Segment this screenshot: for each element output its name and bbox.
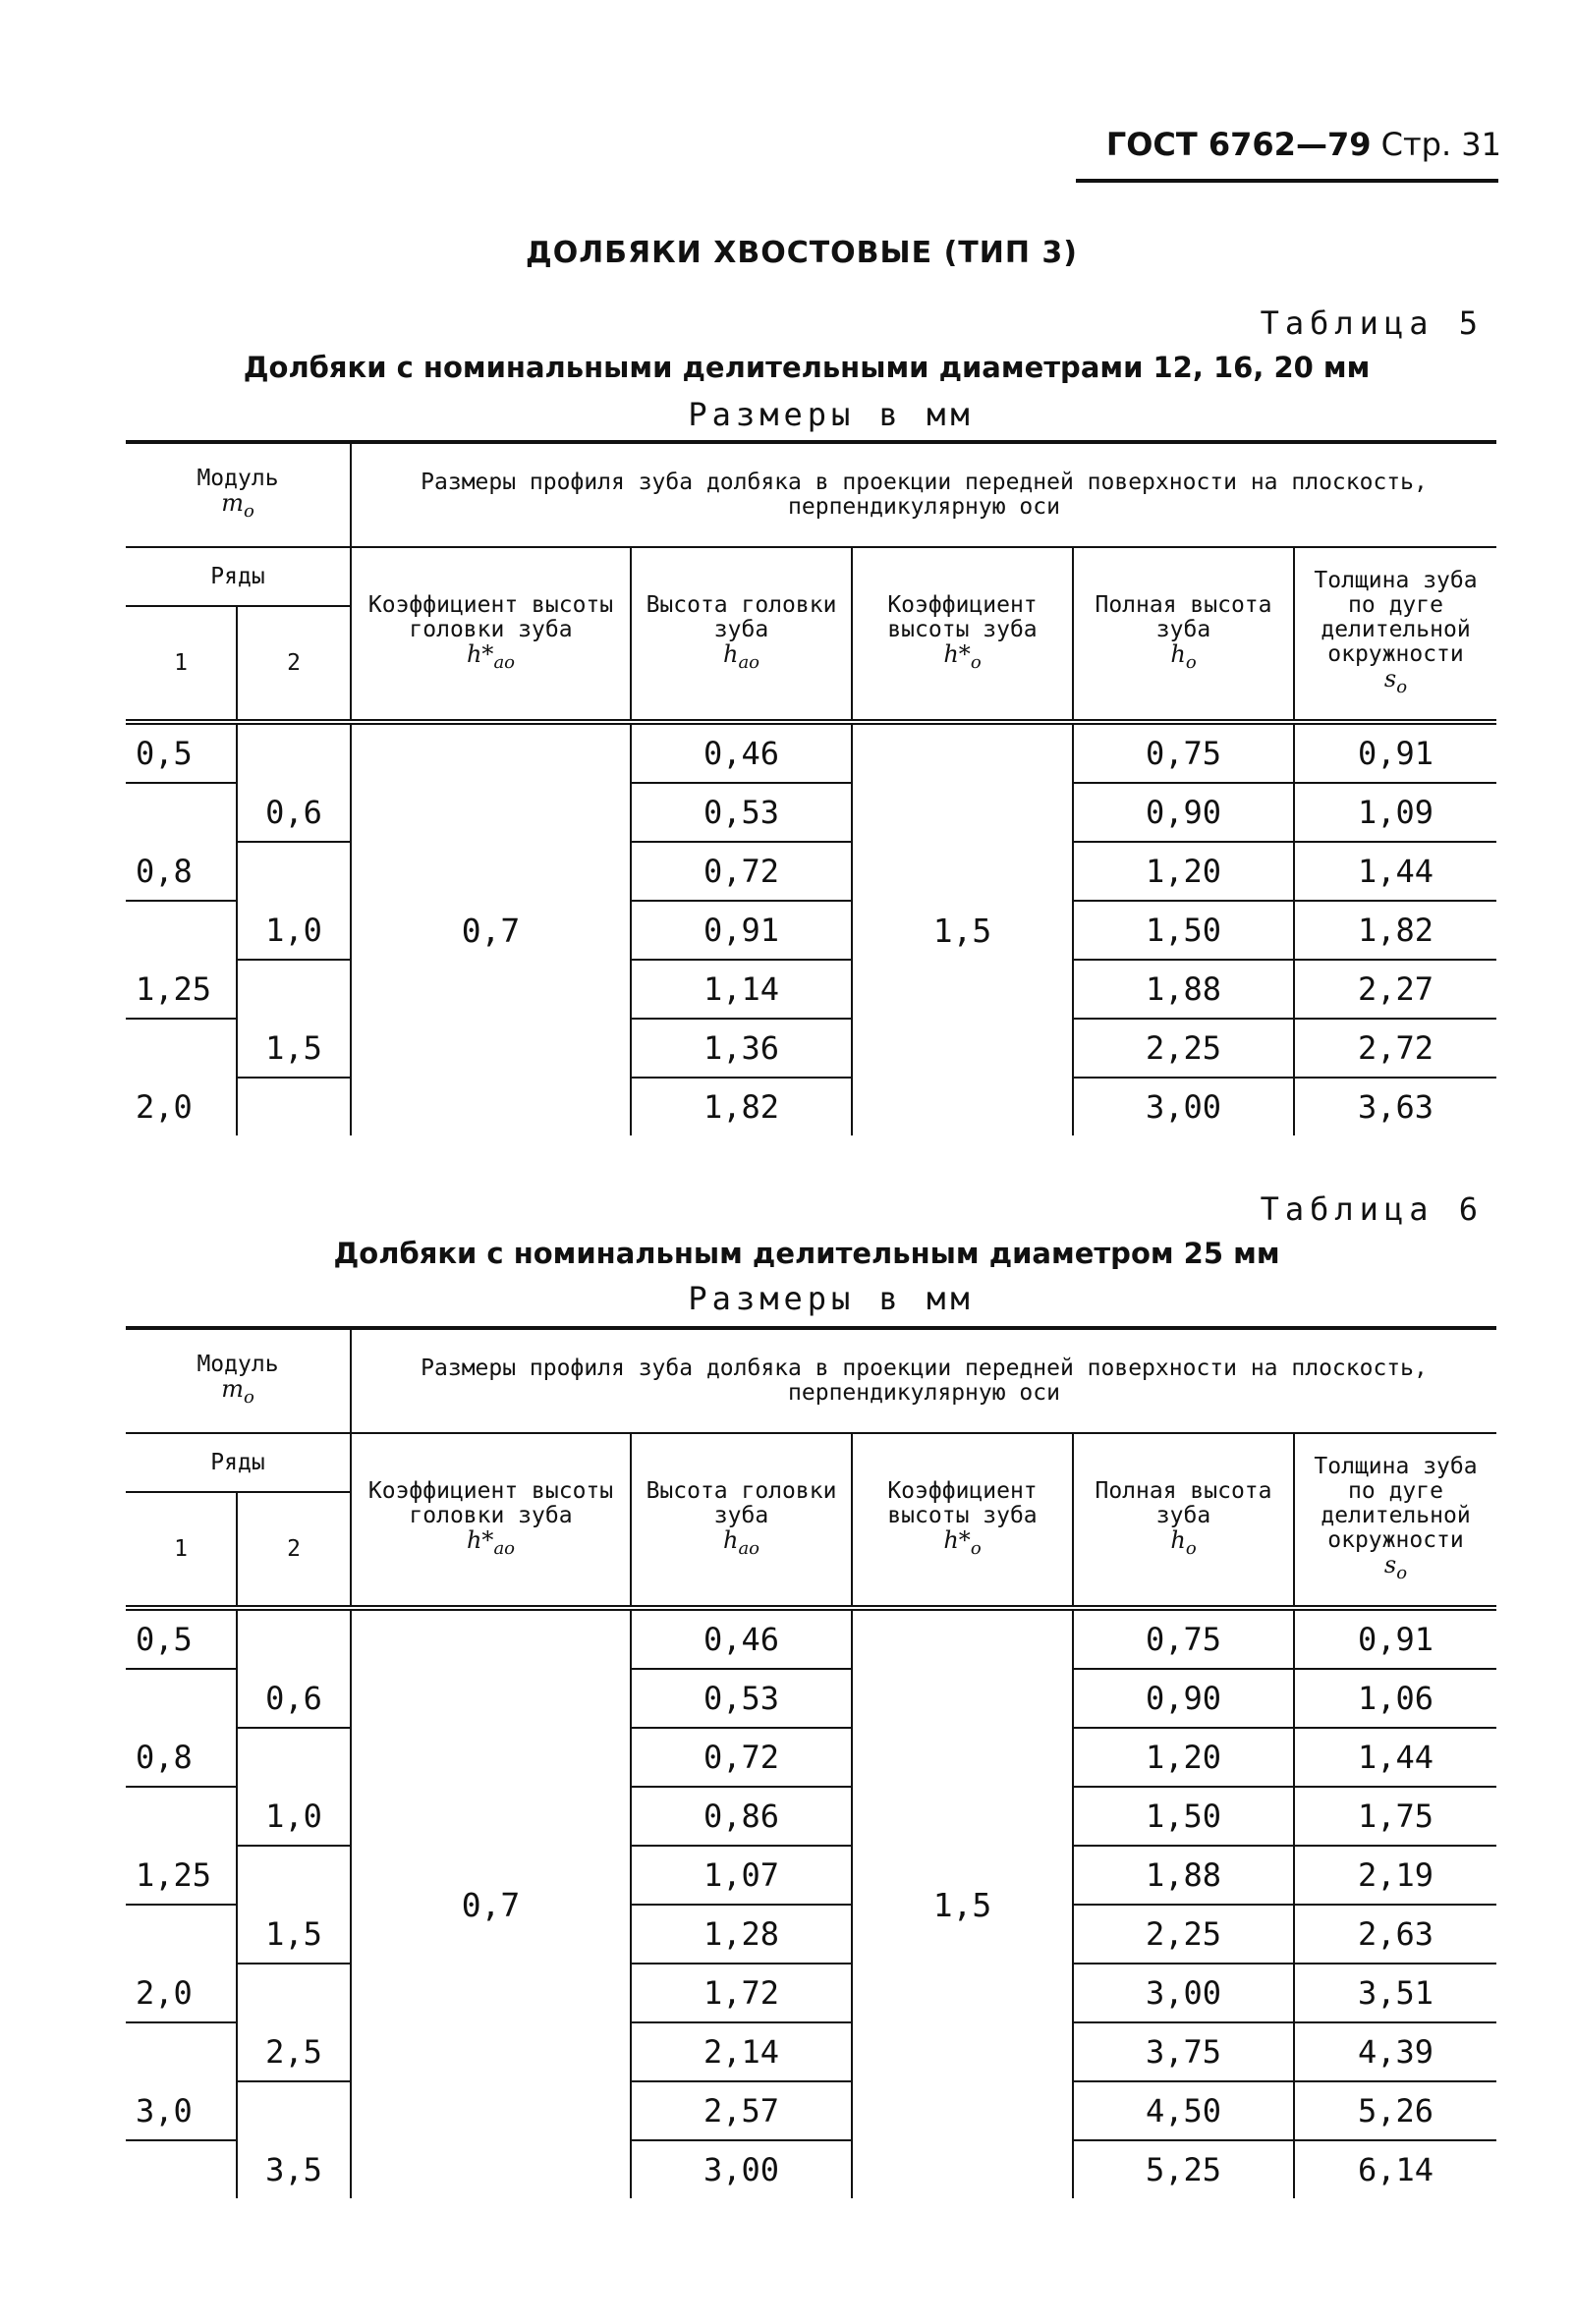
module-row2-cell: 0,6 xyxy=(237,1669,351,1728)
col-ha-coef-header: Коэффициент высоты головки зуба $h*_{ao}$ xyxy=(351,547,631,722)
col-ho-header: Полная высота зуба $h_o$ xyxy=(1073,1433,1294,1608)
so-cell: 4,39 xyxy=(1294,2022,1496,2081)
hao-cell: 1,07 xyxy=(631,1846,852,1905)
table-row xyxy=(126,1608,1496,1669)
module-row1-cell: 3,0 xyxy=(126,2081,237,2140)
ho-cell: 3,00 xyxy=(1073,1964,1294,2022)
module-row2-cell xyxy=(237,1728,351,1787)
module-row1-cell xyxy=(126,1019,237,1078)
module-row2-cell xyxy=(237,1078,351,1135)
module-row2-cell: 0,6 xyxy=(237,783,351,842)
module-row2-cell xyxy=(237,960,351,1019)
ha-coef-cell: 0,7 xyxy=(351,722,631,1135)
ho-cell: 0,90 xyxy=(1073,783,1294,842)
so-cell: 1,82 xyxy=(1294,901,1496,960)
table-row xyxy=(126,2022,1496,2081)
page-number: Стр. 31 xyxy=(1380,126,1501,163)
ho-cell: 1,88 xyxy=(1073,960,1294,1019)
so-cell: 2,19 xyxy=(1294,1846,1496,1905)
ho-cell: 3,75 xyxy=(1073,2022,1294,2081)
ho-cell: 0,90 xyxy=(1073,1669,1294,1728)
hao-cell: 0,46 xyxy=(631,1608,852,1669)
hao-cell: 0,46 xyxy=(631,722,852,783)
row2-header: 2 xyxy=(237,606,351,722)
hao-cell: 1,72 xyxy=(631,1964,852,2022)
module-label: Модуль xyxy=(197,466,279,492)
col-so-header: Толщина зуба по дуге делительной окружности $s_o$ xyxy=(1294,1433,1496,1608)
col-ha-coef-header: Коэффициент высоты головки зуба $h*_{ao}$ xyxy=(351,1433,631,1608)
so-cell: 3,51 xyxy=(1294,1964,1496,2022)
module-row2-cell xyxy=(237,842,351,901)
hao-cell: 0,86 xyxy=(631,1787,852,1846)
ho-cell: 1,50 xyxy=(1073,1787,1294,1846)
col-so-header: Толщина зуба по дуге делительной окружности $s_o$ xyxy=(1294,547,1496,722)
ho-cell: 3,00 xyxy=(1073,1078,1294,1135)
ho-cell: 1,50 xyxy=(1073,901,1294,960)
module-row1-cell: 0,5 xyxy=(126,1608,237,1669)
ho-cell: 2,25 xyxy=(1073,1019,1294,1078)
table6 xyxy=(126,1326,1496,2198)
col-ho-header: Полная высота зуба $h_o$ xyxy=(1073,547,1294,722)
hao-cell: 2,57 xyxy=(631,2081,852,2140)
module-symbol: $m_o$ xyxy=(221,1375,254,1408)
rows-header: Ряды xyxy=(126,1433,351,1492)
module-row1-cell xyxy=(126,1787,237,1846)
module-row2-cell xyxy=(237,1608,351,1669)
table-row xyxy=(126,1669,1496,1728)
ho-coef-symbol: $h*_o$ xyxy=(943,1525,982,1559)
so-cell: 6,14 xyxy=(1294,2140,1496,2198)
ho-cell: 1,88 xyxy=(1073,1846,1294,1905)
module-row2-cell xyxy=(237,1964,351,2022)
table-row xyxy=(126,2140,1496,2198)
module-row1-cell xyxy=(126,1669,237,1728)
module-row1-cell: 1,25 xyxy=(126,1846,237,1905)
module-row2-cell: 3,5 xyxy=(237,2140,351,2198)
table-row xyxy=(126,783,1496,842)
hao-cell: 0,72 xyxy=(631,842,852,901)
ho-cell: 2,25 xyxy=(1073,1905,1294,1964)
hao-cell: 1,36 xyxy=(631,1019,852,1078)
ho-cell: 4,50 xyxy=(1073,2081,1294,2140)
module-row2-cell: 2,5 xyxy=(237,2022,351,2081)
module-header xyxy=(126,444,351,547)
table6-number: Таблица 6 xyxy=(1260,1190,1484,1228)
table-row xyxy=(126,1905,1496,1964)
row1-header: 1 xyxy=(126,1492,237,1608)
module-row2-cell xyxy=(237,2081,351,2140)
table6-grid xyxy=(126,1330,1496,2198)
module-row1-cell xyxy=(126,2022,237,2081)
table5-units: Размеры в мм xyxy=(688,396,975,433)
so-cell: 3,63 xyxy=(1294,1078,1496,1135)
page-header xyxy=(1106,126,1501,163)
profile-group-header: Размеры профиля зуба долбяка в проекции передней поверхности на плоскость, перпендикулярную оси xyxy=(351,1330,1496,1433)
module-row1-cell xyxy=(126,783,237,842)
module-row1-cell: 1,25 xyxy=(126,960,237,1019)
table-row xyxy=(126,722,1496,783)
table-row xyxy=(126,901,1496,960)
table5-title: Долбяки с номинальными делительными диаметрами 12, 16, 20 мм xyxy=(243,351,1371,384)
ho-coef-cell: 1,5 xyxy=(852,722,1073,1135)
ha-coef-symbol: $h*_{ao}$ xyxy=(466,1525,516,1559)
module-row1-cell xyxy=(126,901,237,960)
module-row2-cell xyxy=(237,1846,351,1905)
col-hao-header: Высота головки зуба $h_{ao}$ xyxy=(631,1433,852,1608)
table6-body xyxy=(126,1608,1496,2198)
so-cell: 1,75 xyxy=(1294,1787,1496,1846)
module-row2-cell: 1,5 xyxy=(237,1019,351,1078)
table-row xyxy=(126,1846,1496,1905)
table-row xyxy=(126,1787,1496,1846)
table5 xyxy=(126,440,1496,1135)
module-label: Модуль xyxy=(197,1352,279,1378)
ho-coef-cell: 1,5 xyxy=(852,1608,1073,2198)
rows-header: Ряды xyxy=(126,547,351,606)
table5-grid xyxy=(126,444,1496,1135)
header-rule xyxy=(1076,179,1498,183)
hao-cell: 3,00 xyxy=(631,2140,852,2198)
ha-coef-symbol: $h*_{ao}$ xyxy=(466,639,516,673)
so-cell: 0,91 xyxy=(1294,1608,1496,1669)
table5-number: Таблица 5 xyxy=(1260,304,1484,342)
table6-units: Размеры в мм xyxy=(688,1280,975,1317)
table-row xyxy=(126,2081,1496,2140)
profile-group-header: Размеры профиля зуба долбяка в проекции передней поверхности на плоскость, перпендикулярную оси xyxy=(351,444,1496,547)
ho-cell: 0,75 xyxy=(1073,1608,1294,1669)
so-cell: 1,06 xyxy=(1294,1669,1496,1728)
ho-symbol: $h_o$ xyxy=(1170,1525,1197,1559)
hao-cell: 0,72 xyxy=(631,1728,852,1787)
module-row2-cell: 1,0 xyxy=(237,1787,351,1846)
hao-cell: 1,82 xyxy=(631,1078,852,1135)
so-cell: 2,72 xyxy=(1294,1019,1496,1078)
module-row1-cell xyxy=(126,1905,237,1964)
table-row xyxy=(126,842,1496,901)
hao-cell: 1,28 xyxy=(631,1905,852,1964)
so-cell: 1,44 xyxy=(1294,842,1496,901)
module-header xyxy=(126,1330,351,1433)
table-row xyxy=(126,960,1496,1019)
ha-coef-cell: 0,7 xyxy=(351,1608,631,2198)
ho-symbol: $h_o$ xyxy=(1170,639,1197,673)
table-row xyxy=(126,1078,1496,1135)
module-row1-cell: 0,5 xyxy=(126,722,237,783)
row1-header: 1 xyxy=(126,606,237,722)
so-cell: 2,63 xyxy=(1294,1905,1496,1964)
hao-cell: 2,14 xyxy=(631,2022,852,2081)
col-hao-header: Высота головки зуба $h_{ao}$ xyxy=(631,547,852,722)
ho-cell: 0,75 xyxy=(1073,722,1294,783)
module-row1-cell: 0,8 xyxy=(126,1728,237,1787)
hao-cell: 0,91 xyxy=(631,901,852,960)
ho-coef-symbol: $h*_o$ xyxy=(943,639,982,673)
standard-number: ГОСТ 6762—79 xyxy=(1105,126,1372,163)
hao-cell: 0,53 xyxy=(631,783,852,842)
ho-cell: 1,20 xyxy=(1073,1728,1294,1787)
table5-body xyxy=(126,722,1496,1135)
row2-header: 2 xyxy=(237,1492,351,1608)
table-row xyxy=(126,1019,1496,1078)
hao-cell: 1,14 xyxy=(631,960,852,1019)
module-row2-cell: 1,5 xyxy=(237,1905,351,1964)
module-row1-cell: 2,0 xyxy=(126,1078,237,1135)
so-cell: 0,91 xyxy=(1294,722,1496,783)
so-cell: 5,26 xyxy=(1294,2081,1496,2140)
hao-symbol: $h_{ao}$ xyxy=(722,1525,760,1559)
table6-title: Долбяки с номинальным делительным диаметром 25 мм xyxy=(333,1237,1280,1270)
table-row xyxy=(126,1964,1496,2022)
module-symbol: $m_o$ xyxy=(221,489,254,522)
so-cell: 2,27 xyxy=(1294,960,1496,1019)
module-row1-cell xyxy=(126,2140,237,2198)
table-row xyxy=(126,1728,1496,1787)
section-title: ДОЛБЯКИ ХВОСТОВЫЕ (ТИП 3) xyxy=(526,236,1078,270)
module-row2-cell: 1,0 xyxy=(237,901,351,960)
module-row1-cell: 2,0 xyxy=(126,1964,237,2022)
so-symbol: $s_o$ xyxy=(1383,1550,1408,1583)
module-row2-cell xyxy=(237,722,351,783)
hao-symbol: $h_{ao}$ xyxy=(722,639,760,673)
so-cell: 1,44 xyxy=(1294,1728,1496,1787)
so-cell: 1,09 xyxy=(1294,783,1496,842)
ho-cell: 1,20 xyxy=(1073,842,1294,901)
so-symbol: $s_o$ xyxy=(1383,664,1408,697)
ho-cell: 5,25 xyxy=(1073,2140,1294,2198)
hao-cell: 0,53 xyxy=(631,1669,852,1728)
col-ho-coef-header: Коэффициент высоты зуба $h*_o$ xyxy=(852,547,1073,722)
col-ho-coef-header: Коэффициент высоты зуба $h*_o$ xyxy=(852,1433,1073,1608)
module-row1-cell: 0,8 xyxy=(126,842,237,901)
